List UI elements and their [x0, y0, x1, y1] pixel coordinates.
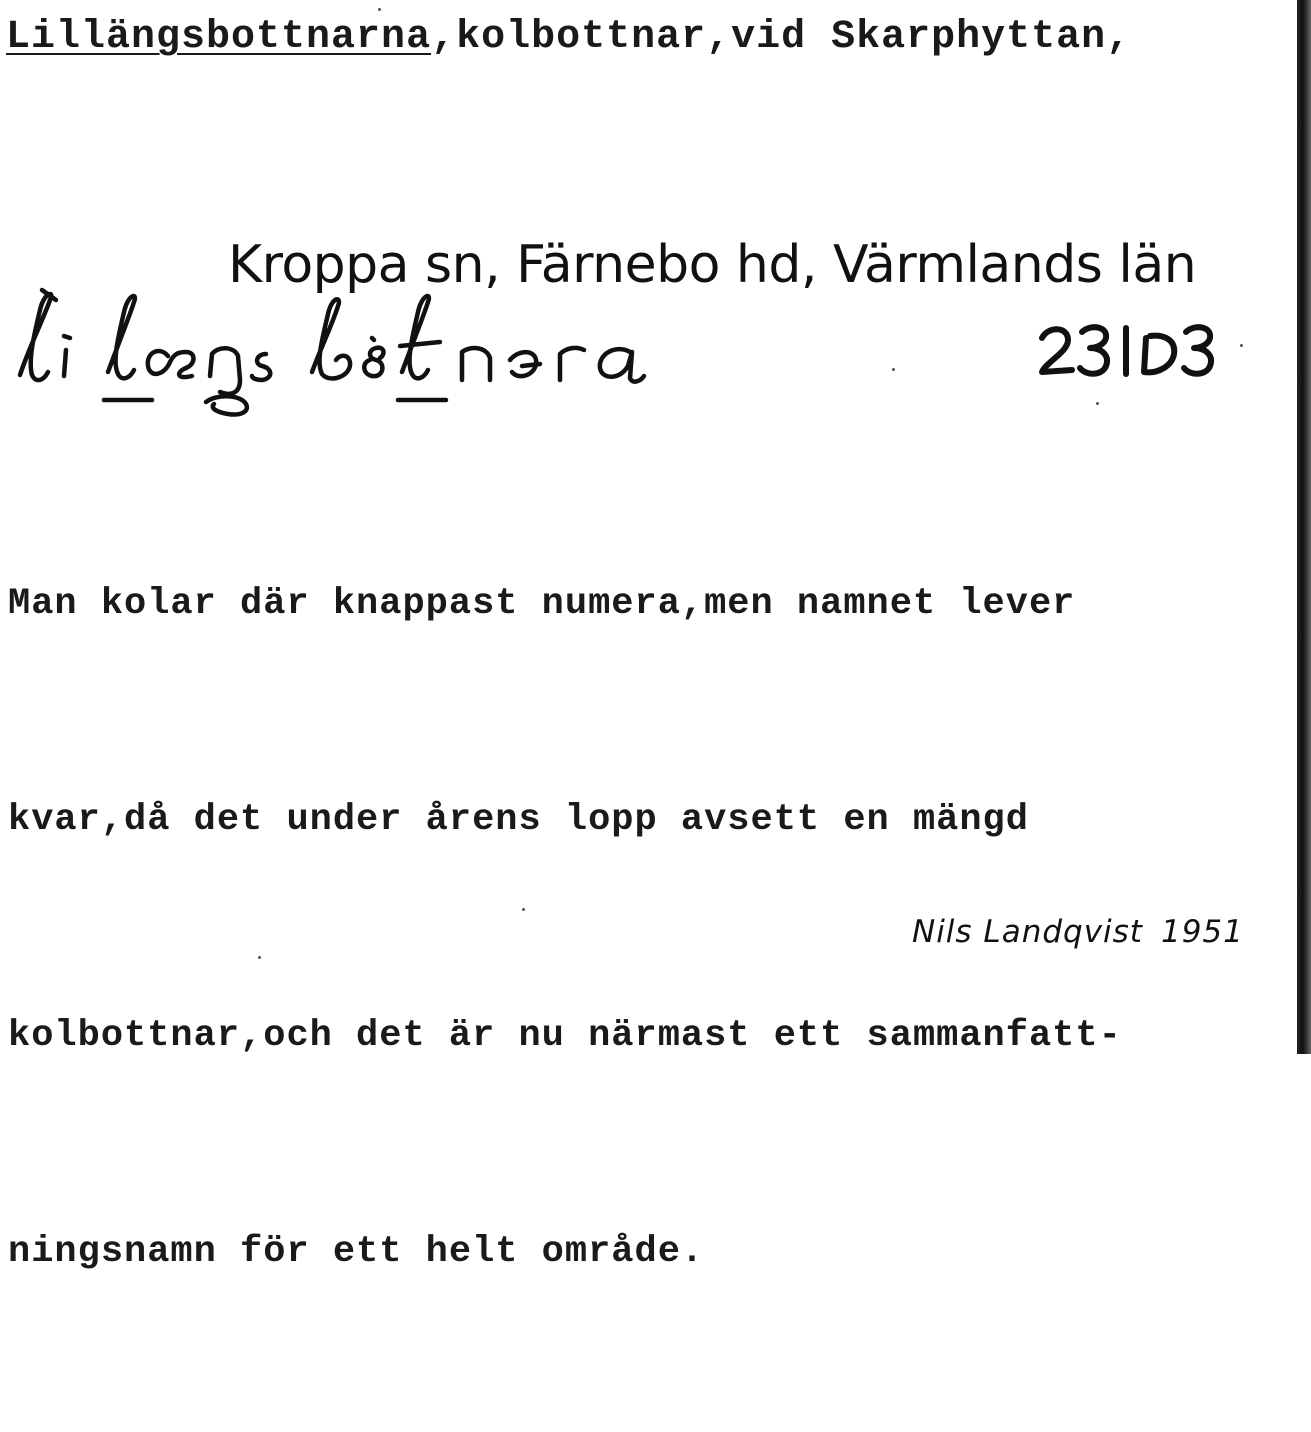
headword-line: [6, 14, 1131, 62]
scan-speck: [1096, 402, 1099, 405]
body-line: Man kolar där knappast numera,men namnet lever: [8, 583, 1076, 625]
headword-description: ,kolbottnar,vid Skarphyttan,: [431, 15, 1132, 60]
body-line: ningsnamn för ett helt område.: [8, 1231, 705, 1273]
scan-speck: [1240, 344, 1243, 347]
collector-name: Nils Landqvist: [912, 914, 1143, 950]
scan-speck: [378, 8, 381, 11]
scan-speck: [522, 908, 525, 911]
scan-speck: [258, 956, 261, 959]
phonetic-transcription: [0, 280, 700, 420]
card-edge-border: [1297, 0, 1311, 1054]
body-line: kvar,då det under årens lopp avsett en mängd: [8, 799, 1029, 841]
collection-year: 1951: [1160, 914, 1244, 950]
locality-stamp: Kroppa sn, Färnebo hd, Värmlands län: [228, 235, 1197, 295]
body-line: kolbottnar,och det är nu närmast ett sammanfatt-: [8, 1015, 1122, 1057]
collector-signature: [912, 912, 1244, 952]
headword: Lillängsbottnarna: [6, 15, 432, 60]
scan-speck: [892, 368, 895, 371]
sheet-number: [1030, 318, 1220, 388]
